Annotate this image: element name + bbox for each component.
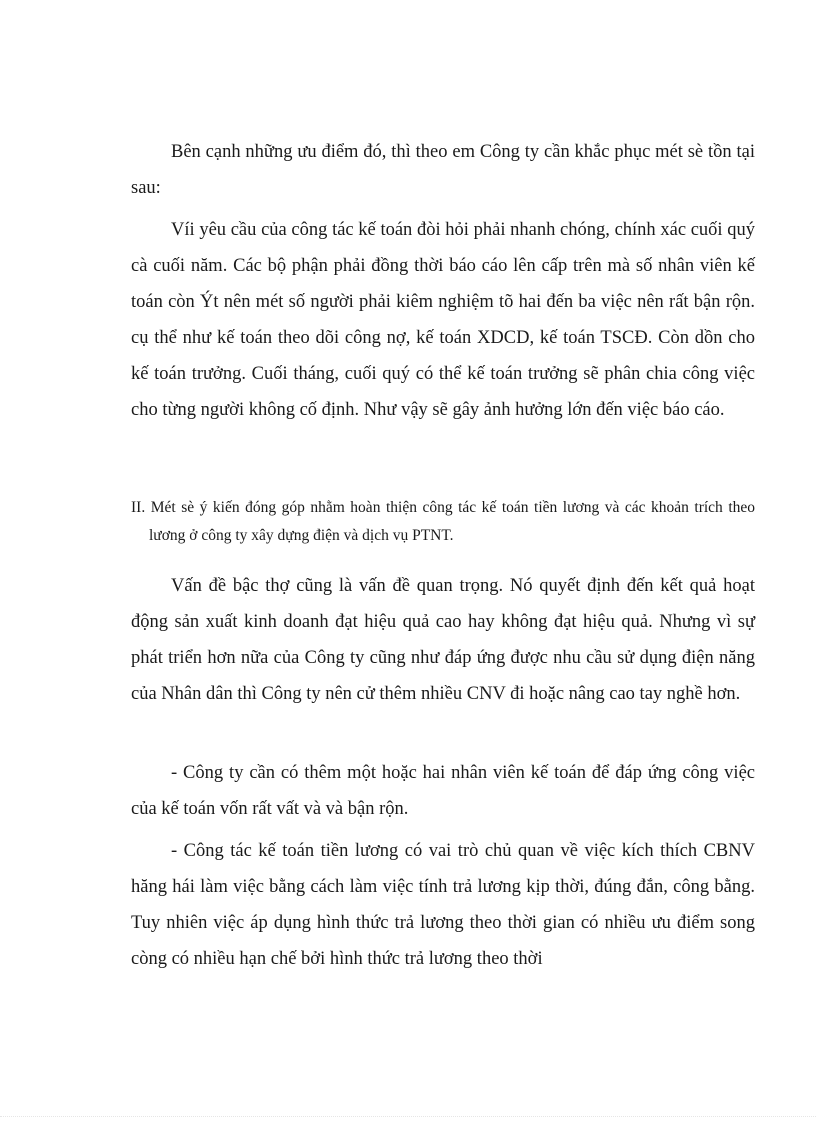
page-bottom-divider xyxy=(0,1116,816,1117)
paragraph-add-accounting-staff: - Công ty cần có thêm một hoặc hai nhân viên kế toán để đáp ứng công việc của kế toán vốn rất vất và và bận rộn. xyxy=(131,763,755,819)
paragraph-existing-issues-intro: Bên cạnh những ưu điểm đó, thì theo em Công ty cần khắc phục mét sè tồn tại sau: xyxy=(131,142,755,198)
paragraph-salary-accounting-role: - Công tác kế toán tiền lương có vai trò chủ quan về việc kích thích CBNV hăng hái làm việc bằng cách làm việc tính trả lương kịp thời, đúng đắn, công bằng. Tuy nhiên việc áp dụng hình thức trả lương theo thời gian có nhiều ưu điểm song còng có nhiều hạn chế bởi hình thức trả lương theo thời xyxy=(131,841,755,969)
section-heading: II. Mét sè ý kiến đóng góp nhằm hoàn thiện công tác kế toán tiền lương và các khoản trích theo lương ở công ty xây dựng điện và dịch vụ PTNT. xyxy=(131,499,755,544)
paragraph-accounting-staff-workload: Víi yêu cầu của công tác kế toán đòi hỏi phải nhanh chóng, chính xác cuối quý cà cuối năm. Các bộ phận phải đồng thời báo cáo lên cấp trên mà số nhân viên kế toán còn Ýt nên mét số người phải kiêm nghiệm tõ hai đến ba việc nên rất bận rộn. cụ thể như kế toán theo dõi công nợ, kế toán XDCD, kế toán TSCĐ. Còn dồn cho kế toán trưởng. Cuối tháng, cuối quý có thể kế toán trưởng sẽ phân chia công việc cho từng người không cố định. Như vậy sẽ gây ảnh hưởng lớn đến việc báo cáo. xyxy=(131,220,755,420)
paragraph-worker-skill-level: Vấn đề bậc thợ cũng là vấn đề quan trọng. Nó quyết định đến kết quả hoạt động sản xuất kinh doanh đạt hiệu quả cao hay không đạt hiệu quả. Nhưng vì sự phát triển hơn nữa của Công ty cũng như đáp ứng được nhu cầu sử dụng điện năng của Nhân dân thì Công ty nên cử thêm nhiều CNV đi hoặc nâng cao tay nghề hơn. xyxy=(131,576,755,704)
